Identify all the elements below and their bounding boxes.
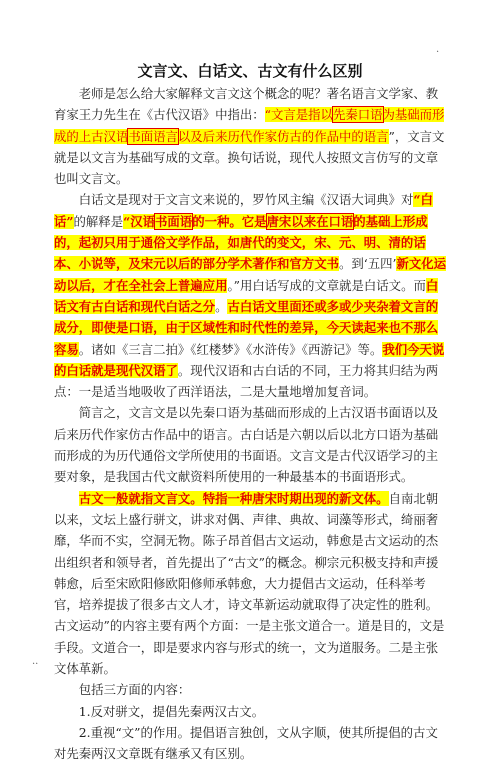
- p2-text-a: 白话文是现对于文言文来说的，罗竹风主编《汉语大词典》对: [78, 192, 414, 208]
- p2-highlight-b: “白话”: [54, 192, 433, 229]
- p2-text-o: 。诸如《三言二拍》《红楼梦》《水浒传》《西游记》等。: [78, 341, 383, 357]
- p2-highlight-g: 唐宋以来在口语: [266, 213, 354, 229]
- p1-text-a: 老师是怎么给大家解释文言文这个概念的呢？著名语言文学家、教育家王力先生在《古代汉语》中指出：: [54, 86, 439, 123]
- p2-highlight-n: 古白话文里面还或多或少夹杂着文言的成分，即使是口语，由于区域性和时代性的差异，今天读起来也不那么容易: [54, 298, 439, 357]
- bottom-dot-mark: ..: [32, 656, 39, 667]
- paragraph-1: [54, 83, 450, 189]
- top-dot-mark: .: [436, 44, 440, 55]
- p1-highlight-c: 先秦口语: [332, 107, 383, 123]
- p1-highlight-d: 为基础而形成的上古汉语: [54, 107, 445, 144]
- p2-highlight-p: 我们今天说的白话就是现代汉语了: [54, 341, 445, 378]
- p2-highlight-h: 的基础上形成的，起初只用于通俗文学作品，如唐代的变文，宋、元、明、清的话本、小说等，及宋元以后的部分学术著作和官方文书: [54, 213, 428, 272]
- p2-highlight-e: 书面语: [155, 213, 193, 229]
- p2-highlight-j: 新文化运动以后，才在全社会上普遍应用: [54, 256, 446, 293]
- p2-highlight-f: 的一种。它是: [192, 213, 267, 229]
- document-body: [54, 83, 450, 765]
- p4-text-b: 自南北朝以来，文坛上盛行骈文，讲求对偶、声律、典故、词藻等形式，绮丽奢靡，华而不实，空洞无物。陈子昂首倡古文运动，韩愈是古文运动的杰出组织者和领导者，首先提出了“古文”的概念。柳宗元积极支持和声援韩愈，后至宋欧阳修欧阳修师承韩愈，大力提倡古文运动，任科举考官，培养提拔了很多古文人才，诗文革新运动就取得了决定性的胜利。古文运动”的内容主要有两个方面：一是主张文道合一。道是目的，文是手段。文道合一，即是要求内容与形式的统一，文为道服务。二是主张文体革新。: [54, 490, 445, 677]
- p2-text-m: 。: [215, 298, 228, 314]
- p2-text-i: 。到‘五四’: [338, 256, 397, 272]
- p2-highlight-l: 白话文有古白话和现代白话之分: [54, 277, 439, 314]
- p2-text-q: 。现代汉语和古白话的不同，王力将其归结为两点：一是适当地吸收了西洋语法，二是大量地增加复音词。: [54, 362, 439, 400]
- p1-highlight-e: 书面语言: [128, 128, 178, 144]
- paragraph-3: 简言之，文言文是以先秦口语为基础而形成的上古汉语书面语以及后来历代作家仿古作品中的语言。古白话是六朝以后以北方口语为基础而形成的为历代通俗文学所使用的书面语。文言文是古代汉语学习的主要对象，是我国古代文献资料所使用的一种最基本的书面语形式。: [54, 405, 439, 485]
- p1-highlight-f: 以及后来历代作家仿古的作品中的语言: [177, 128, 389, 144]
- paragraph-7: 2.重视“文”的作用。提倡语言独创，文从字顺，使其所提倡的古文对先秦两汉文章既有继承又有区别。: [54, 724, 438, 762]
- p4-highlight-a: 古文一般就指文言文。特指一种唐宋时期出现的新文体。: [78, 490, 389, 506]
- paragraph-5: 包括三方面的内容：: [78, 682, 191, 698]
- p2-text-c: 的解释是: [73, 213, 124, 229]
- p1-highlight-b: “文言是指以: [264, 107, 333, 123]
- paragraph-2: [54, 189, 450, 402]
- p2-text-k: 。”用白话写成的文章就是白话文。而: [227, 277, 426, 293]
- page-title: 文言文、白话文、古文有什么区别: [137, 62, 363, 80]
- p1-text-g: ”，文言文就是以文言为基础写成的文章。换句话说，现代人按照文言仿写的文章也叫文言文。: [54, 128, 445, 187]
- paragraph-6: 1.反对骈文，提倡先秦两汉古文。: [78, 703, 265, 719]
- p2-highlight-d: “汉语: [123, 213, 156, 229]
- paragraph-4: [54, 488, 450, 680]
